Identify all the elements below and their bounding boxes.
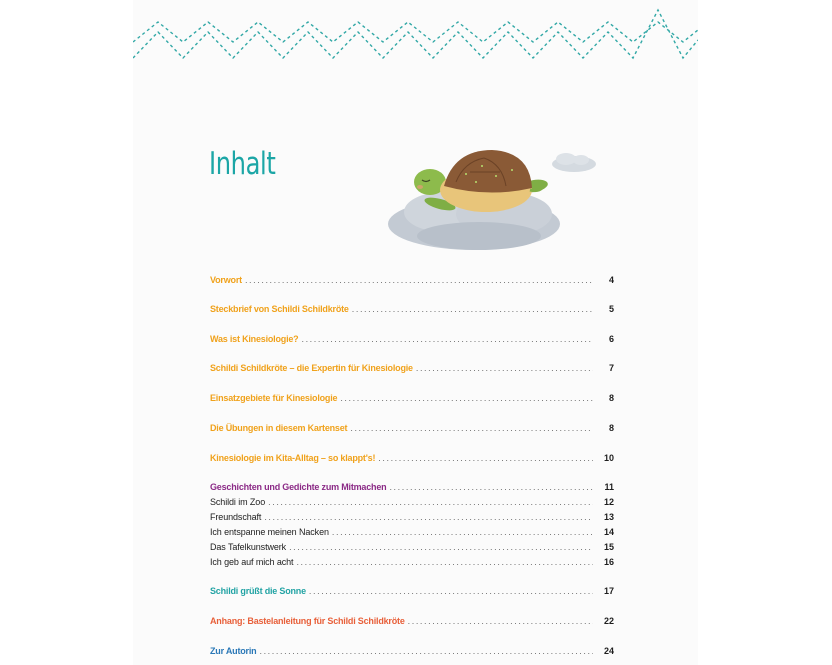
toc-entry (210, 525, 614, 539)
toc-leader-dots (332, 525, 593, 539)
toc-page-number: 5 (608, 304, 614, 314)
toc-entry-label: Ich entspanne meinen Nacken (210, 527, 329, 537)
toc-page-number: 13 (603, 512, 614, 522)
toc-entry-label: Einsatzgebiete für Kinesiologie (210, 393, 338, 403)
toc-leader-dots (259, 644, 593, 658)
toc-entry (210, 421, 614, 435)
toc-page-number: 8 (608, 423, 614, 433)
toc-leader-dots (408, 614, 593, 628)
toc-leader-dots (352, 302, 593, 316)
toc-leader-dots (309, 584, 593, 598)
toc-leader-dots (301, 332, 593, 346)
toc-entry (210, 332, 614, 346)
toc-entry (210, 495, 614, 509)
toc-entry (210, 540, 614, 554)
toc-leader-dots (389, 480, 593, 494)
toc-page-number: 11 (604, 482, 614, 492)
toc-page-number: 4 (608, 275, 614, 285)
toc-leader-dots (340, 391, 593, 405)
toc-entry (210, 584, 614, 598)
toc-entry (210, 391, 614, 405)
toc-entry (210, 510, 614, 524)
toc-entry (210, 302, 614, 316)
toc-entry-label: Zur Autorin (210, 646, 257, 656)
toc-page-number: 6 (608, 334, 614, 344)
toc-entry (210, 361, 614, 375)
toc-leader-dots (378, 451, 593, 465)
toc-leader-dots (289, 540, 593, 554)
toc-page-number: 16 (603, 557, 614, 567)
toc-entry-label: Schildi im Zoo (210, 497, 266, 507)
toc-page-number: 15 (603, 542, 614, 552)
toc-entry-label: Freundschaft (210, 512, 262, 522)
toc-page-number: 24 (603, 646, 614, 656)
toc-entry-label: Schildi Schildkröte – die Expertin für Kinesiologie (210, 363, 413, 373)
page-title: Inhalt (209, 146, 276, 182)
toc-entry (210, 555, 614, 569)
toc-page-number: 17 (603, 586, 614, 596)
toc-entry (210, 614, 614, 628)
toc-entry-label: Kinesiologie im Kita-Alltag – so klappt's! (210, 453, 376, 463)
toc-page-number: 8 (608, 393, 614, 403)
toc-entry (210, 480, 614, 494)
toc-entry-label: Anhang: Bastelanleitung für Schildi Schildkröte (210, 616, 405, 626)
toc-entry-label: Schildi grüßt die Sonne (210, 586, 306, 596)
toc-entry-label: Ich geb auf mich acht (210, 557, 294, 567)
toc-page-number: 12 (603, 497, 614, 507)
toc-leader-dots (350, 421, 593, 435)
toc-entry (210, 273, 614, 287)
toc-entry (210, 451, 614, 465)
toc-page-number: 7 (608, 363, 614, 373)
toc-page-number: 22 (603, 616, 614, 626)
toc-page-number: 10 (603, 453, 614, 463)
toc-leader-dots (296, 555, 593, 569)
toc-leader-dots (264, 510, 593, 524)
toc-page-number: 14 (603, 527, 614, 537)
toc-entry-label: Was ist Kinesiologie? (210, 334, 299, 344)
toc-leader-dots (416, 361, 593, 375)
toc-entry-label: Die Übungen in diesem Kartenset (210, 423, 348, 433)
toc-leader-dots (268, 495, 593, 509)
toc-entry-label: Vorwort (210, 275, 242, 285)
toc-entry-label: Das Tafelkunstwerk (210, 542, 287, 552)
toc-entry (210, 644, 614, 658)
toc-entry-label: Geschichten und Gedichte zum Mitmachen (210, 482, 387, 492)
toc-leader-dots (245, 273, 593, 287)
toc-entry-label: Steckbrief von Schildi Schildkröte (210, 304, 349, 314)
sleeping-turtle-on-cloud-icon (384, 142, 600, 257)
zigzag-border-decoration (133, 4, 698, 66)
